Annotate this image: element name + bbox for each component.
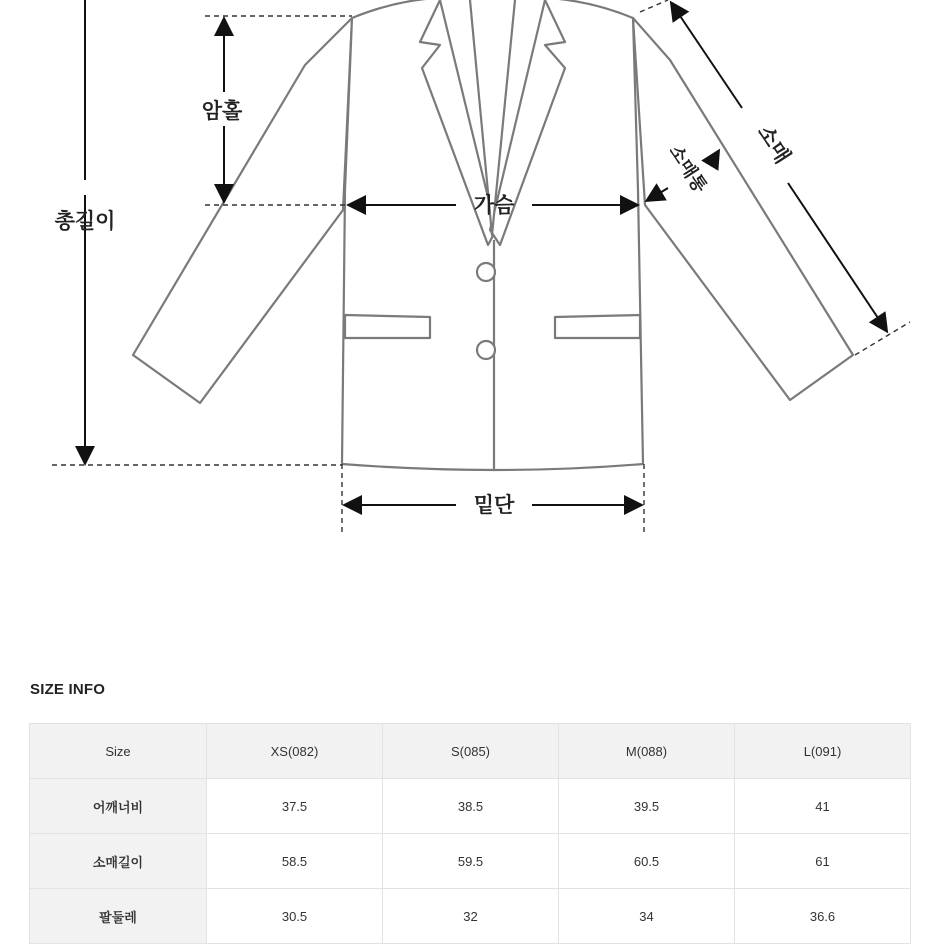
row-label: 소매길이 xyxy=(30,834,207,889)
sleeve-width-label: 소매통 xyxy=(664,141,711,197)
table-cell: 58.5 xyxy=(207,834,383,889)
row-label: 어깨너비 xyxy=(30,779,207,834)
armhole-label: 암홀 xyxy=(201,99,243,123)
table-cell: 36.6 xyxy=(735,889,911,944)
pocket-right xyxy=(555,315,640,338)
total-length-label: 총길이 xyxy=(54,209,116,233)
table-cell: 59.5 xyxy=(383,834,559,889)
sleeve-length-label: 소매 xyxy=(752,120,795,168)
table-header-row xyxy=(30,724,911,779)
pocket-left xyxy=(345,315,430,338)
hem-label: 밑단 xyxy=(473,493,515,517)
size-info-table xyxy=(29,723,911,944)
table-cell: 39.5 xyxy=(559,779,735,834)
header-cell: Size xyxy=(30,724,207,779)
row-label: 팔둘레 xyxy=(30,889,207,944)
header-cell: M(088) xyxy=(559,724,735,779)
table-row xyxy=(30,889,911,944)
size-info-title: SIZE INFO xyxy=(30,681,106,698)
jacket-illustration xyxy=(133,0,853,470)
table-row xyxy=(30,779,911,834)
header-cell: L(091) xyxy=(735,724,911,779)
button-bottom xyxy=(477,341,495,359)
table-cell: 38.5 xyxy=(383,779,559,834)
table-cell: 32 xyxy=(383,889,559,944)
table-cell: 37.5 xyxy=(207,779,383,834)
header-cell: S(085) xyxy=(383,724,559,779)
table-cell: 41 xyxy=(735,779,911,834)
table-row xyxy=(30,834,911,889)
table-cell: 60.5 xyxy=(559,834,735,889)
chest-label: 가슴 xyxy=(473,193,515,217)
button-top xyxy=(477,263,495,281)
table-cell: 30.5 xyxy=(207,889,383,944)
header-cell: XS(082) xyxy=(207,724,383,779)
table-cell: 61 xyxy=(735,834,911,889)
table-cell: 34 xyxy=(559,889,735,944)
